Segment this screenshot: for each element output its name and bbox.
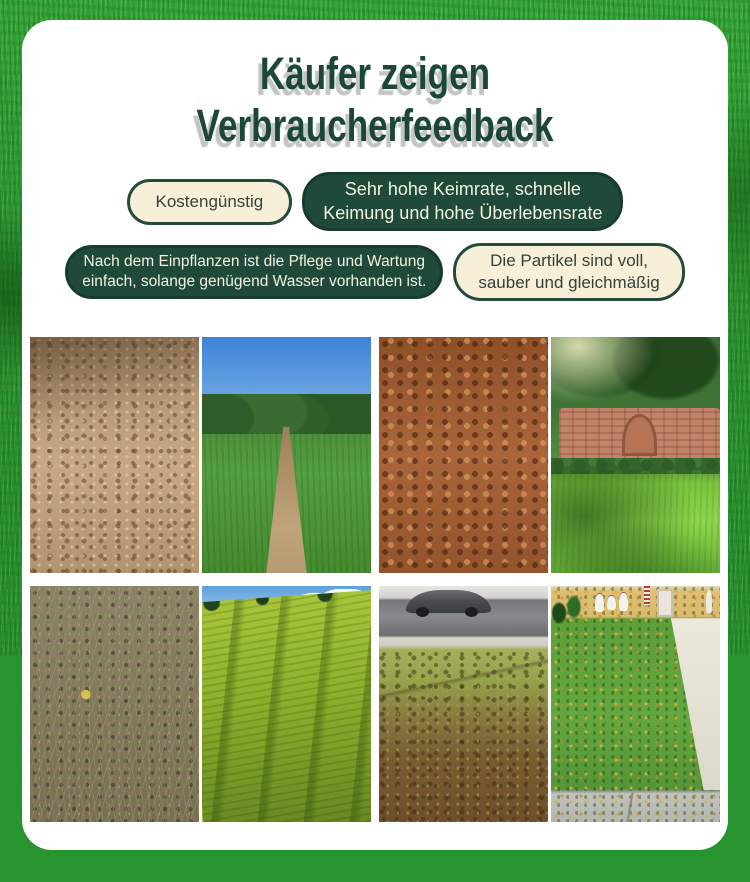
- shrub-row: [551, 458, 720, 475]
- badge-cost-effective: [127, 179, 293, 225]
- badge-easy-maintenance: [65, 245, 443, 299]
- badge-text: Keimung und hohe Überlebensrate: [323, 202, 603, 223]
- dirt-path: [244, 427, 329, 573]
- grassy-hill: [202, 589, 371, 822]
- photo-soil-clumps-before: [379, 337, 548, 573]
- badge-text: Kostengünstig: [155, 191, 264, 211]
- photo-pair-4: [379, 586, 720, 822]
- person: [706, 590, 712, 614]
- badge-row-1: [22, 172, 728, 231]
- photo-front-yard-after: [551, 586, 720, 822]
- photo-hillside-lawn-after: [202, 586, 371, 822]
- photos-grid: [30, 337, 720, 822]
- car-wheel: [465, 607, 478, 617]
- badge-text: Sehr hohe Keimrate, schnelle: [344, 179, 581, 200]
- photo-pair-3: [30, 586, 371, 822]
- photo-seedlings-before: [30, 586, 199, 822]
- badge-germination-rate: [302, 172, 623, 231]
- title-line-2: Verbraucherfeedback: [196, 100, 554, 152]
- photo-pair-1: [30, 337, 371, 573]
- photo-park-lawn-after: [202, 337, 371, 573]
- palm-plant: [551, 589, 585, 629]
- car-wheel: [416, 607, 429, 617]
- reindeer-figure: [619, 592, 628, 611]
- us-flag: [644, 586, 650, 605]
- badge-text: sauber und gleichmäßig: [478, 273, 660, 293]
- badge-clean-particles: [453, 243, 684, 301]
- house-door: [657, 589, 672, 617]
- badge-row-2: [22, 243, 728, 301]
- brick-wall: [559, 408, 720, 462]
- photo-patchy-lawn-before: [379, 586, 548, 822]
- reindeer-figure: [607, 595, 616, 610]
- photo-pair-2: [379, 337, 720, 573]
- concrete-driveway: [646, 618, 720, 790]
- photo-walled-lawn-after: [551, 337, 720, 573]
- photo-bare-dirt-before: [30, 337, 199, 573]
- wall-arch: [622, 414, 657, 456]
- parked-car: [406, 590, 491, 614]
- badge-text: Die Partikel sind voll,: [490, 251, 648, 271]
- reindeer-figure: [595, 593, 604, 612]
- badge-text: einfach, solange genügend Wasser vorhanden ist.: [82, 273, 427, 291]
- title-line-1: Käufer zeigen: [259, 48, 491, 99]
- badge-text: Nach dem Einpflanzen ist die Pflege und Wartung: [83, 253, 426, 271]
- page-title: [100, 48, 651, 152]
- content-card: [22, 20, 728, 850]
